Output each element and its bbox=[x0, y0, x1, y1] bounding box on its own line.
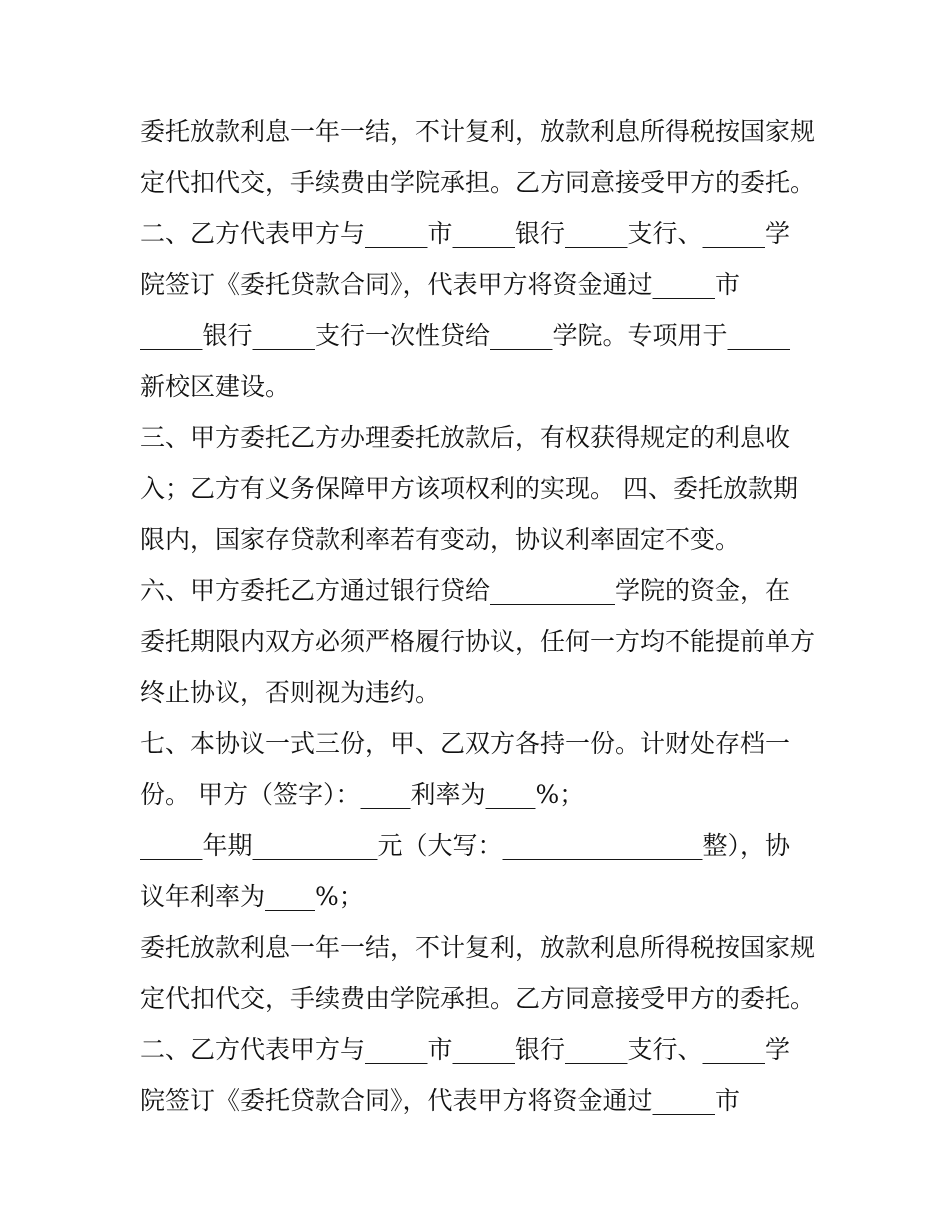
document-body bbox=[140, 106, 820, 1126]
paragraph-line: 委托放款利息一年一结，不计复利，放款利息所得税按国家规 bbox=[140, 933, 816, 962]
paragraph-line: _____银行_____支行一次性贷给_____学院。专项用于_____ bbox=[140, 321, 791, 350]
paragraph-line: 份。 甲方（签字）：____利率为____%； bbox=[140, 780, 585, 809]
paragraph-line: 六、甲方委托乙方通过银行贷给__________学院的资金，在 bbox=[140, 576, 791, 605]
paragraph-line: 二、乙方代表甲方与_____市_____银行_____支行、_____学 bbox=[140, 219, 791, 248]
paragraph-line: _____年期__________元（大写：________________整），协 bbox=[140, 831, 791, 860]
paragraph-line: 入；乙方有义务保障甲方该项权利的实现。 四、委托放款期 bbox=[140, 474, 798, 503]
paragraph-line: 新校区建设。 bbox=[140, 372, 291, 401]
paragraph-line: 定代扣代交，手续费由学院承担。乙方同意接受甲方的委托。 bbox=[140, 168, 816, 197]
paragraph-line: 委托期限内双方必须严格履行协议，任何一方均不能提前单方 bbox=[140, 627, 816, 656]
paragraph-line: 终止协议，否则视为违约。 bbox=[140, 678, 441, 707]
paragraph-line: 院签订《委托贷款合同》，代表甲方将资金通过_____市 bbox=[140, 1086, 741, 1115]
paragraph-line: 限内，国家存贷款利率若有变动，协议利率固定不变。 bbox=[140, 525, 741, 554]
paragraph-line: 七、本协议一式三份，甲、乙双方各持一份。计财处存档一 bbox=[140, 729, 791, 758]
paragraph-line: 议年利率为____%； bbox=[140, 882, 364, 911]
paragraph-line: 定代扣代交，手续费由学院承担。乙方同意接受甲方的委托。 bbox=[140, 984, 816, 1013]
paragraph-line: 委托放款利息一年一结，不计复利，放款利息所得税按国家规 bbox=[140, 117, 816, 146]
paragraph-line: 二、乙方代表甲方与_____市_____银行_____支行、_____学 bbox=[140, 1035, 791, 1064]
paragraph-line: 院签订《委托贷款合同》，代表甲方将资金通过_____市 bbox=[140, 270, 741, 299]
paragraph-line: 三、甲方委托乙方办理委托放款后，有权获得规定的利息收 bbox=[140, 423, 791, 452]
